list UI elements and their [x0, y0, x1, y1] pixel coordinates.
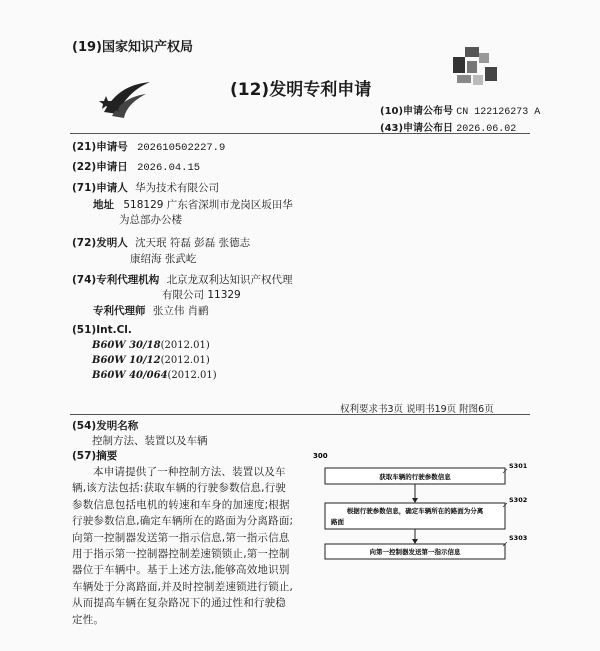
inventor-label: (72)发明人: [72, 237, 128, 249]
inventor-line-1: 沈天珉 符磊 彭磊 张德志: [135, 237, 251, 249]
publication-number-row: [380, 102, 540, 118]
flowchart-figure: [305, 448, 537, 570]
flow-step-id: S302: [509, 496, 528, 504]
flow-step-text: 获取车辆的行驶参数信息: [379, 473, 451, 481]
application-number-label: (21)申请号: [72, 141, 128, 153]
ipc-code: B60W 30/18: [92, 340, 161, 351]
agent-row: [93, 303, 209, 318]
ipc-code: B60W 40/064: [92, 370, 168, 381]
agency-label: (74)专利代理机构: [72, 274, 160, 286]
inventor-row: [72, 235, 250, 250]
title-label: (54)发明名称: [72, 420, 139, 432]
pages-summary: 权利要求书3页 说明书19页 附图6页: [340, 404, 494, 415]
publication-date-label: (43)申请公布日: [380, 123, 454, 134]
qr-code-icon: [453, 47, 499, 85]
ipc-entry: [92, 340, 210, 351]
publication-number-label: (10)申请公布号: [380, 106, 454, 117]
application-date-label: (22)申请日: [72, 161, 128, 173]
abstract-text: 本申请提供了一种控制方法、装置以及车辆,该方法包括:获取车辆的行驶参数信息,行驶参数信息包括电机的转速和车身的加速度;根据行驶参数信息,确定车辆所在的路面为分离路面;向第一控制器发送第一指示信息,第一指示信息用于指示第一控制器控制差速锁锁止,第一控制器位于车辆中。基于上述方法,能够高效地识别车辆处于分离路面,并及时控制差速锁进行锁止,从而提高车辆在复杂路况下的通过性和行驶稳定性。: [72, 466, 294, 626]
inventor-line-2: 康绍海 张武屹: [130, 253, 197, 265]
application-number-value: 202610502227.9: [137, 142, 226, 154]
applicant-value: 华为技术有限公司: [135, 182, 220, 194]
arrow-head-icon: [412, 498, 418, 503]
ipc-entry: [92, 370, 217, 381]
ipc-label: (51)Int.Cl.: [72, 324, 132, 336]
abstract-label: (57)摘要: [72, 450, 118, 462]
arrow-head-icon: [412, 539, 418, 544]
ipc-version: (2012.01): [160, 340, 210, 351]
agency-line-1: 北京龙双利达知识产权代理: [166, 274, 293, 286]
cnipa-logo-icon: [98, 74, 156, 120]
applicant-row: [72, 180, 219, 195]
address-line-1: 518129 广东省深圳市龙岗区坂田华: [123, 199, 293, 211]
ipc-entry: [92, 355, 210, 366]
agency-row: [72, 272, 293, 287]
invention-title: 控制方法、装置以及车辆: [92, 435, 208, 447]
address-row: [93, 197, 293, 212]
ipc-version: (2012.01): [160, 355, 210, 366]
agent-label: 专利代理师: [93, 305, 146, 317]
address-label: 地址: [93, 199, 114, 211]
publication-number-value: CN 122126273 A: [456, 107, 541, 118]
flow-step-id: S301: [509, 462, 528, 470]
applicant-label: (71)申请人: [72, 182, 128, 194]
application-date-row: [72, 159, 200, 174]
application-date-value: 2026.04.15: [137, 162, 201, 174]
ipc-code: B60W 10/12: [92, 355, 161, 366]
figure-ref: 300: [313, 452, 328, 460]
flow-step-id: S303: [509, 534, 528, 542]
agency-line-2: 有限公司 11329: [162, 289, 241, 301]
flow-step-text-2: 路面: [331, 518, 344, 526]
ipc-version: (2012.01): [167, 370, 217, 381]
biblio-divider: [70, 414, 530, 415]
office-name: (19)国家知识产权局: [72, 40, 193, 55]
application-number-row: [72, 139, 225, 154]
agent-value: 张立伟 肖鹂: [152, 305, 209, 317]
publication-date-value: 2026.06.02: [456, 124, 517, 135]
header-divider: [70, 133, 530, 134]
flow-step-text: 根据行驶参数信息，确定车辆所在的路面为分离: [346, 507, 484, 515]
flow-step-text: 向第一控制器发送第一指示信息: [369, 548, 461, 556]
address-line-2: 为总部办公楼: [119, 214, 182, 226]
document-kind: (12)发明专利申请: [230, 80, 372, 100]
